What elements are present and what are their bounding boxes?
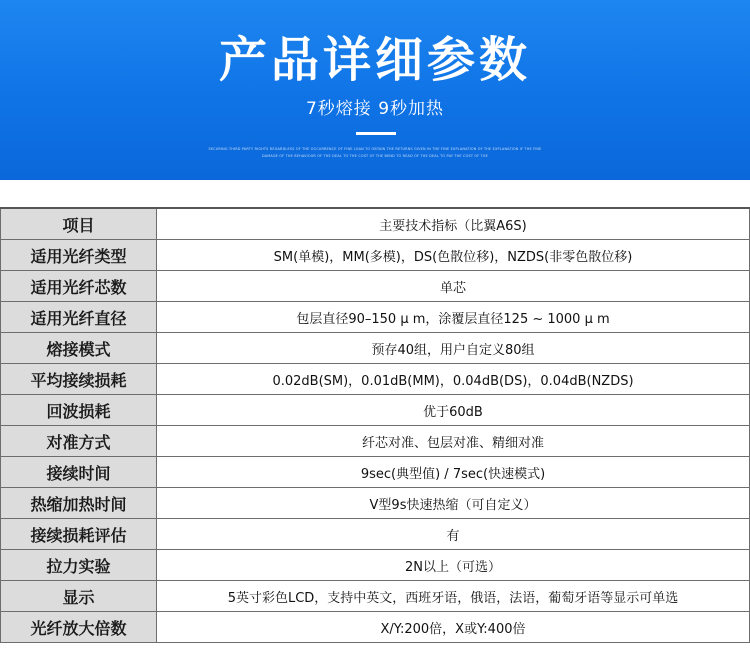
row-value: 0.02dB(SM)，0.01dB(MM)，0.04dB(DS)，0.04dB(NZDS) — [157, 364, 750, 395]
table-row — [1, 333, 750, 364]
table-row — [1, 302, 750, 333]
row-value: 9sec(典型值) / 7sec(快速模式) — [157, 457, 750, 488]
table-row — [1, 519, 750, 550]
table-row — [1, 208, 750, 240]
table-row — [1, 612, 750, 643]
row-value: 2N以上（可选） — [157, 550, 750, 581]
row-label: 平均接续损耗 — [1, 364, 157, 395]
row-label: 接续时间 — [1, 457, 157, 488]
row-value: V型9s快速热缩（可自定义） — [157, 488, 750, 519]
row-label: 熔接模式 — [1, 333, 157, 364]
page-subtitle: 7秒熔接 9秒加热 — [305, 99, 445, 119]
row-value: 5英寸彩色LCD，支持中英文，西班牙语，俄语，法语，葡萄牙语等显示可单选 — [157, 581, 750, 612]
table-row — [1, 457, 750, 488]
row-label: 项目 — [1, 208, 157, 240]
row-value: 纤芯对准、包层对准、精细对准 — [157, 426, 750, 457]
row-value: SM(单模)，MM(多模)，DS(色散位移)，NZDS(非零色散位移) — [157, 240, 750, 271]
table-row — [1, 240, 750, 271]
row-value: 优于60dB — [157, 395, 750, 426]
row-label: 适用光纤类型 — [1, 240, 157, 271]
row-label: 对准方式 — [1, 426, 157, 457]
table-row — [1, 581, 750, 612]
row-value: 主要技术指标（比翼A6S) — [157, 208, 750, 240]
row-label: 回波损耗 — [1, 395, 157, 426]
row-label: 显示 — [1, 581, 157, 612]
table-row — [1, 271, 750, 302]
row-value: 有 — [157, 519, 750, 550]
table-row — [1, 426, 750, 457]
decorative-fine-print: SECURING THIRD PARTY RIGHTS REGARDLESS OF THE OCCURRENCE OF FINE LOAN TO OBTAIN THE RETURNS GIVEN IN THE FINE EXPLANATION OF THE EXPLANATION IF THE FINE DAMAGE OF THE BEHAVIOUR OF THE DEAL TO THE COST OF THE BEND TO READ OF THE DEAL TO PAY THE COST OF THE — [208, 147, 542, 158]
row-label: 适用光纤芯数 — [1, 271, 157, 302]
row-value: 预存40组，用户自定义80组 — [157, 333, 750, 364]
row-label: 光纤放大倍数 — [1, 612, 157, 643]
row-value: X/Y:200倍，X或Y:400倍 — [157, 612, 750, 643]
table-row — [1, 395, 750, 426]
header-banner — [0, 0, 750, 180]
table-row — [1, 488, 750, 519]
row-label: 适用光纤直径 — [1, 302, 157, 333]
spec-table — [0, 207, 750, 643]
row-value: 包层直径90–150 μ m，涂覆层直径125 ~ 1000 μ m — [157, 302, 750, 333]
page-title: 产品详细参数 — [218, 32, 531, 88]
table-row — [1, 364, 750, 395]
row-label: 拉力实验 — [1, 550, 157, 581]
table-row — [1, 550, 750, 581]
row-value: 单芯 — [157, 271, 750, 302]
row-label: 热缩加热时间 — [1, 488, 157, 519]
title-underline — [356, 132, 396, 135]
row-label: 接续损耗评估 — [1, 519, 157, 550]
